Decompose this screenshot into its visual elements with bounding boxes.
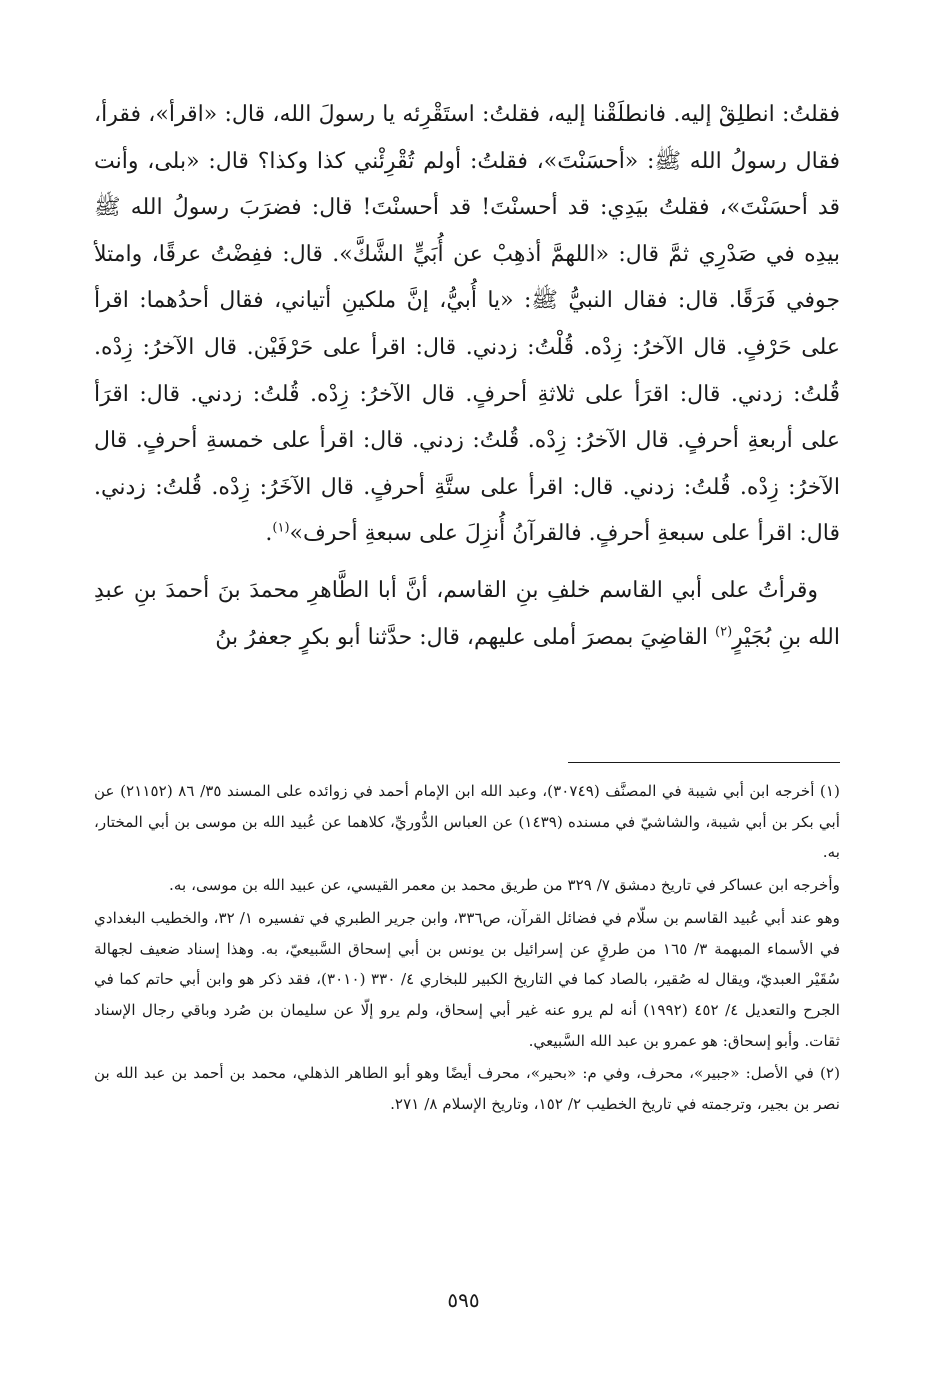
main-paragraph-2-text-a: وقرأتُ على أبي القاسم خلفِ بنِ القاسم، أنَّ أبا الطَّاهرِ محمدَ بنَ أحمدَ بنِ عبدِ الله بنِ بُجَيْرٍ: [94, 577, 840, 650]
main-paragraph-1-text: فقلتُ: انطلِقْ إليه. فانطلَقْنا إليه، فقلتُ: استَقْرِئه يا رسولَ الله، قال: «اقرأ»، فقرأ، فقال رسولُ الله ﷺ: «أحسَنْتَ»، فقلتُ: أولم تُقْرِئْني كذا وكذا؟ قال: «بلى، وأنت قد أحسَنْتَ»، فقلتُ بيَدِي: قد أحسنْتَ! قد أحسنْتَ! قال: فضرَبَ رسولُ الله ﷺ بيدِه في صَدْرِي ثمَّ قال: «اللهمَّ أذهِبْ عن أُبَيٍّ الشَّكَّ». قال: ففِضْتُ عرقًا، وامتلأ جوفي فَرَقًا. قال: فقال النبيُّ ﷺ: «يا أُبيُّ، إنَّ ملكينِ أتياني، فقال أحدُهما: اقرأ على حَرْفٍ. قال الآخرُ: زِدْه. قُلْتُ: زدني. قال: اقرأ على حَرْفَيْن. قال الآخرُ: زِدْه. قُلتُ: زدني. قال: اقرَأ على ثلاثةِ أحرفٍ. قال الآخرُ: زِدْه. قُلتُ: زدني. قال: اقرَأ على أربعةِ أحرفٍ. قال الآخرُ: زِدْه. قُلتُ: زدني. قال: اقرأ على خمسةِ أحرفٍ. قال الآخرُ: زِدْه. قُلتُ: زدني. قال: اقرأ على ستَّةِ أحرفٍ. قال الآخَرُ: زِدْه. قُلتُ: زدني. قال: اقرأ على سبعةِ أحرفٍ. فالقرآنُ أُنزِلَ على سبعةِ أحرف»: [94, 102, 840, 547]
page-number: ٥٩٥: [447, 1288, 480, 1312]
footnote-2: (٢) في الأصل: «جبير»، محرف، وفي م: «بحير»، محرف أيضًا وهو أبو الطاهر الذهلي، محمد بن أحمد بن عبد الله بن نصر بن بجير، وترجمته في تاريخ الخطيب ٢/ ١٥٢، وتاريخ الإسلام ٨/ ٢٧١.: [94, 1064, 840, 1114]
footnote-ref-1: (١): [272, 521, 290, 537]
main-text: [94, 92, 840, 661]
footnote-1-part-1: (١) أخرجه ابن أبي شيبة في المصنَّف (٣٠٧٤٩)، وعبد الله ابن الإمام أحمد في زوائده على المسند ٣٥/ ٨٦ (٢١١٥٢) عن أبي بكر بن أبي شيبة، والشاشيّ في مسنده (١٤٣٩) عن العباس الدُّوريِّ، كلاهما عن عُبيد الله بن موسى بن أبي المختار، به.: [94, 782, 840, 862]
footnote-1-part-3: وهو عند أبي عُبيد القاسم بن سلّام في فضائل القرآن، ص٣٣٦، وابن جرير الطبري في تفسيره ١/ ٣٢، والخطيب البغدادي في الأسماء المبهمة ٣/ ١٦٥ من طرقٍ عن إسرائيل بن يونس بن أبي إسحاق السَّبيعيّ، به. وهذا إسناد ضعيف لجهالة سُقَيْر العبديّ، ويقال له صُقير، بالصاد كما في التاريخ الكبير للبخاري ٤/ ٣٣٠ (٣٠١٠)، فقد ذكر هو وابن أبي حاتم كما في الجرح والتعديل ٤/ ٤٥٢ (١٩٩٢) أنه لم يرو عنه غير أبي إسحاق، ولم يرو إلّا عن سليمان بن صُرد وباقي رجال الإسناد ثقات. وأبو إسحاق: هو عمرو بن عبد الله السَّبيعي.: [94, 908, 840, 1050]
footnote-1-part-2: وأخرجه ابن عساكر في تاريخ دمشق ٧/ ٣٢٩ من طريق محمد بن معمر القيسي، عن عبيد الله بن موسى، به.: [169, 876, 840, 895]
footnotes: [94, 776, 840, 1120]
main-paragraph-1-end: .: [265, 521, 273, 547]
main-paragraph-2-text-b: القاضِيَ بمصرَ أملى عليهم، قال: حدَّثنا أبو بكرٍ جعفرُ بنُ: [215, 624, 715, 650]
footnote-separator: [568, 762, 840, 763]
main-paragraph-2: [94, 568, 840, 661]
main-paragraph-1: [94, 92, 840, 558]
footnote-ref-2: (٢): [715, 624, 733, 640]
